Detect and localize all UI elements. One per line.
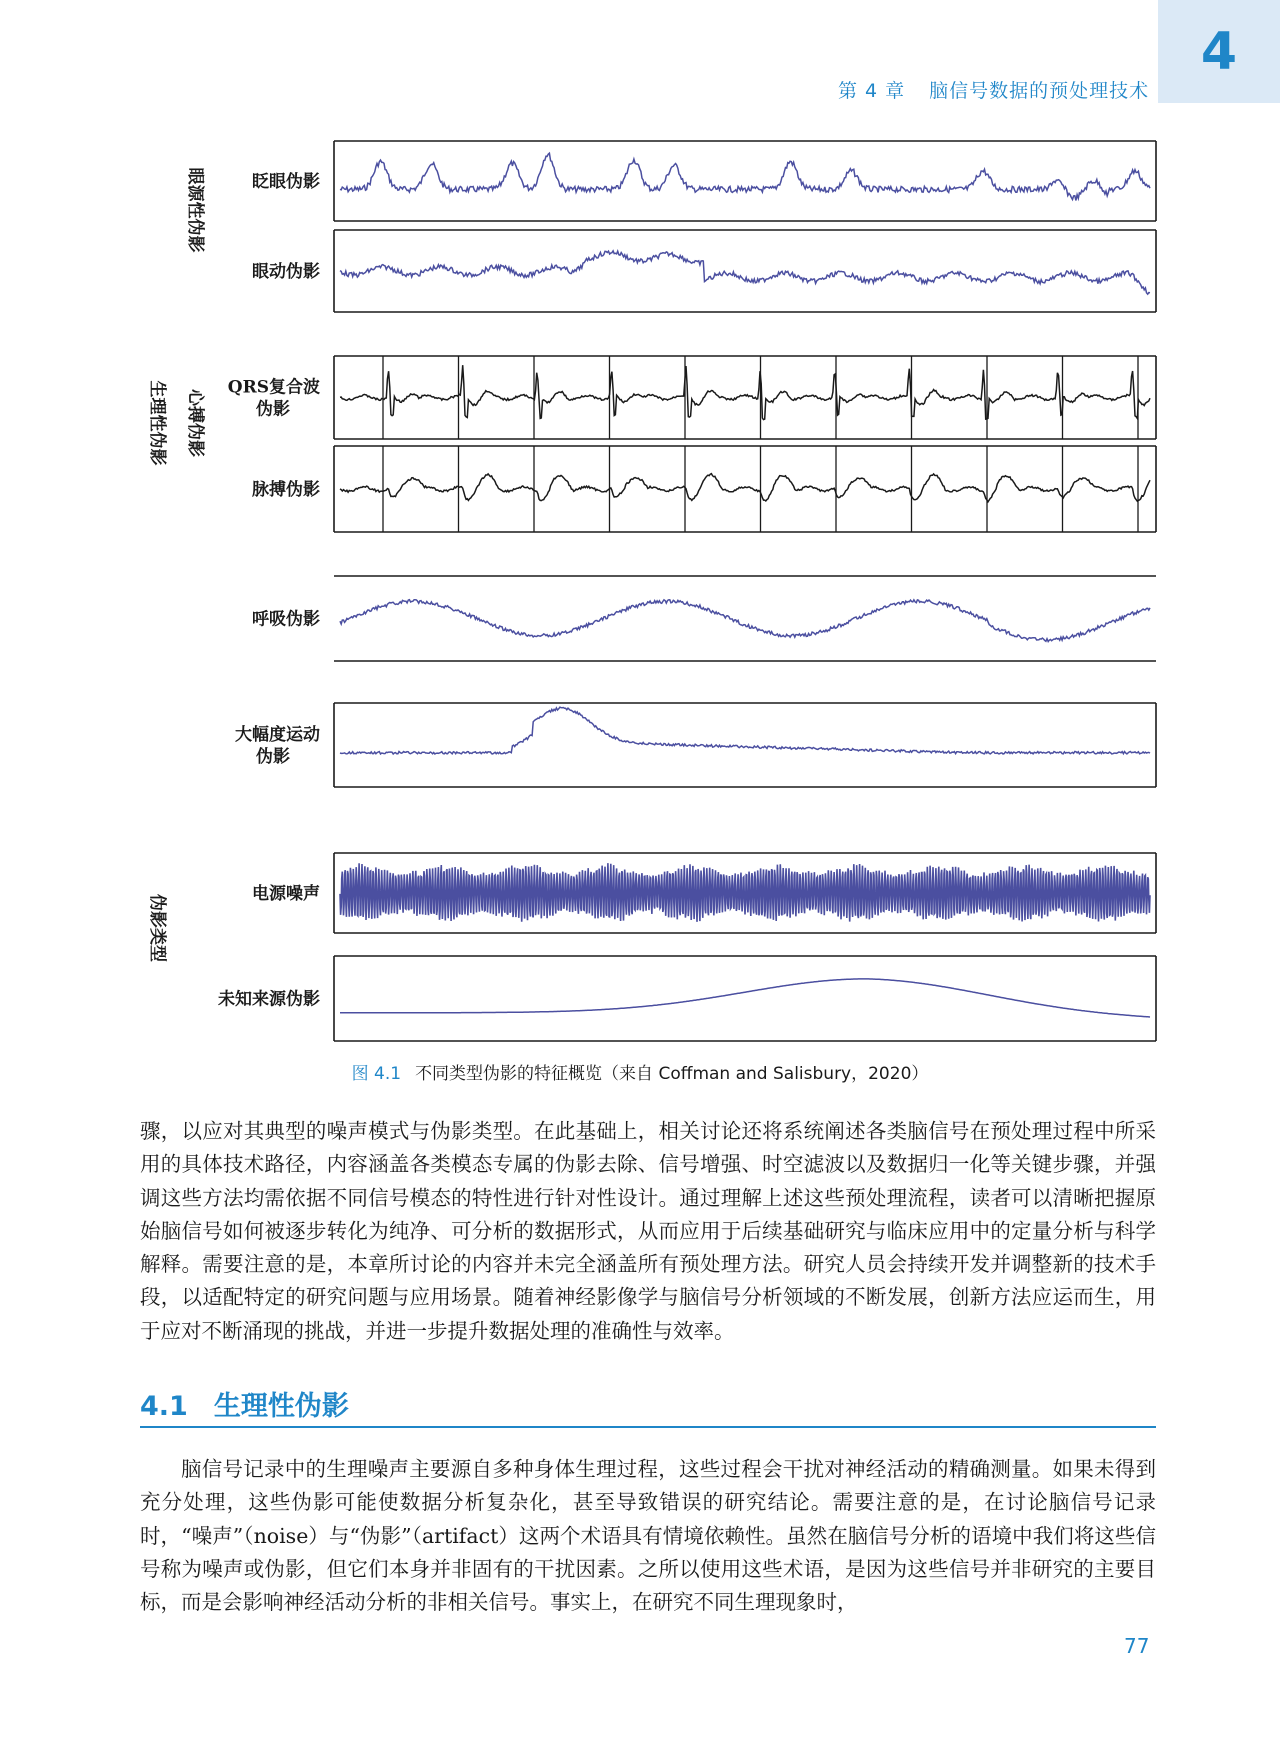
group-label-artifact-type: 伪影类型 bbox=[147, 894, 167, 962]
chapter-title: 脑信号数据的预处理技术 bbox=[929, 80, 1150, 102]
panel-label-qrs: QRS复合波伪影 bbox=[227, 377, 320, 420]
panel-label-eye-movement: 眼动伪影 bbox=[252, 262, 320, 282]
chapter-label: 第 4 章 bbox=[838, 80, 906, 102]
panel-label-pulse: 脉搏伪影 bbox=[252, 480, 320, 500]
signal-trace-eye-movement bbox=[340, 251, 1150, 294]
signal-trace-line-noise bbox=[340, 863, 1150, 922]
chapter-tab: 4 bbox=[1158, 0, 1280, 103]
group-label-cardiac: 心搏伪影 bbox=[185, 389, 205, 457]
panel-label-blink: 眨眼伪影 bbox=[252, 172, 320, 192]
signal-trace-qrs bbox=[340, 365, 1150, 419]
section-number: 4.1 bbox=[140, 1391, 188, 1422]
page-number: 77 bbox=[1124, 1634, 1150, 1658]
panel-label-line-noise: 电源噪声 bbox=[252, 884, 320, 904]
panel-label-motion: 大幅度运动伪影 bbox=[235, 725, 320, 767]
figure-number: 图 4.1 bbox=[351, 1064, 402, 1084]
panel-label-unknown: 未知来源伪影 bbox=[218, 989, 320, 1010]
body-paragraph-1: 骤，以应对其典型的噪声模式与伪影类型。在此基础上，相关讨论还将系统阐述各类脑信号在预处理过程中所采用的具体技术路径，内容涵盖各类模态专属的伪影去除、信号增强、时空滤波以及数据归一化等关键步骤，并强调这些方法均需依据不同信号模态的特性进行针对性设计。通过理解上述这些预处理流程，读者可以清晰把握原始脑信号如何被逐步转化为纯净、可分析的数据形式，从而应用于后续基础研究与临床应用中的定量分析与科学解释。需要注意的是，本章所讨论的内容并未完全涵盖所有预处理方法。研究人员会持续开发并调整新的技术手段，以适配特定的研究问题与应用场景。随着神经影像学与脑信号分析领域的不断发展，创新方法应运而生，用于应对不断涌现的挑战，并进一步提升数据处理的准确性与效率。 bbox=[140, 1119, 1156, 1343]
signal-trace-respiration bbox=[340, 600, 1150, 642]
body-paragraph-2: 脑信号记录中的生理噪声主要源自多种身体生理过程，这些过程会干扰对神经活动的精确测量。如果未得到充分处理，这些伪影可能使数据分析复杂化，甚至导致错误的研究结论。需要注意的是，在讨论脑信号记录时，“噪声”（noise）与“伪影”（artifact）这两个术语具有情境依赖性。虽然在脑信号分析的语境中我们将这些信号称为噪声或伪影，但它们本身并非固有的干扰因素。之所以使用这些术语，是因为这些信号并非研究的主要目标，而是会影响神经活动分析的非相关信号。事实上，在研究不同生理现象时， bbox=[140, 1457, 1156, 1615]
signal-trace-blink bbox=[340, 153, 1150, 200]
group-label-physiological: 生理性伪影 bbox=[147, 380, 167, 466]
figure-caption bbox=[0, 1059, 1280, 1084]
section-title: 生理性伪影 bbox=[213, 1391, 349, 1422]
signal-trace-unknown bbox=[340, 979, 1150, 1017]
signal-trace-pulse bbox=[340, 474, 1150, 502]
figure-caption-text: 不同类型伪影的特征概览（来自 Coffman and Salisbury，2020） bbox=[415, 1064, 929, 1084]
group-label-ocular: 眼源性伪影 bbox=[185, 167, 205, 253]
panel-label-respiration: 呼吸伪影 bbox=[252, 609, 320, 630]
section-heading bbox=[140, 1384, 1156, 1428]
signal-trace-motion bbox=[340, 707, 1150, 754]
